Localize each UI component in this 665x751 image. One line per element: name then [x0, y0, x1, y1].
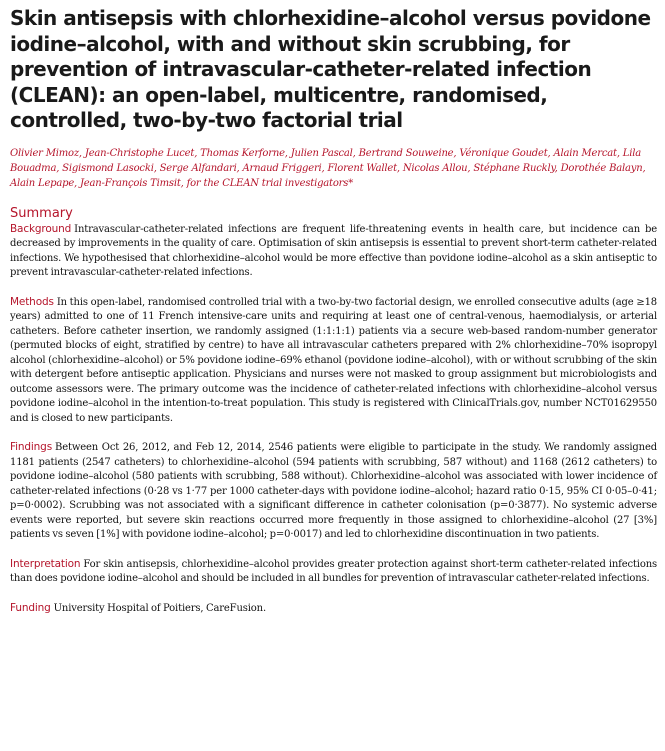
methods-label: Methods: [10, 295, 54, 308]
author-list: Olivier Mimoz, Jean-Christophe Lucet, Thomas Kerforne, Julien Pascal, Bertrand Souweine, Véronique Goudet, Alain Mercat, Lila Bouadma, Sigismond Lasocki, Serge Alfandari, Arnaud Friggeri, Florent Wallet, Nicolas Allou, Stéphane Ruckly, Dorothée Balayn, Alain Lepape, Jean-François Timsit, for the CLEAN trial investigators*: [10, 147, 646, 189]
background-section: [10, 222, 657, 281]
findings-label: Findings: [10, 441, 53, 453]
findings-text: Between Oct 26, 2012, and Feb 12, 2014, 2546 patients were eligible to participate in the study. We randomly assigned 1181 patients (2547 catheters) to chlorhexidine–alcohol (594 patients with scrubbing, 587 without) and 1168 (2612 catheters) to povidone iodine–alcohol (580 patients with scrubbing, 588 without). Chlorhexidine–alcohol was associated with lower incidence of catheter-related infections (0·28 vs 1·77 per 1000 catheter-days with povidone iodine–alcohol; hazard ratio 0·15, 95% CI 0·05–0·41; p=0·0002). Scrubbing was not associated with a significant difference in catheter colonisation (p=0·3877). No systemic adverse events were reported, but severe skin reactions occurred more frequently in those assigned to chlorhexidine–alcohol (27 [3%] patients vs seven [1%] with povidone iodine–alcohol; p=0·0017) and led to chlorhexidine discontinuation in two patients.: [10, 442, 657, 540]
summary-heading: Summary: [10, 205, 73, 221]
interpretation-label: Interpretation: [10, 557, 81, 570]
funding-label: Funding: [10, 601, 51, 614]
article-title: Skin antisepsis with chlorhexidine–alcohol versus povidone iodine–alcohol, with and without skin scrubbing, for prevention of intravascular-catheter-related infection (CLEAN): an open-label, multicentre, randomised, controlled, two-by-two factorial trial: [10, 6, 651, 132]
methods-section: [10, 295, 657, 427]
background-text: Intravascular-catheter-related infections are frequent life-threatening events in health care, but incidence can be decreased by improvements in the quality of care. Optimisation of skin antisepsis is essential to prevent short-term catheter-related infections. We hypothesised that chlorhexidine–alcohol would be more effective than povidone iodine–alcohol as a skin antiseptic to prevent intravascular-catheter-related infections.: [10, 223, 657, 278]
findings-section: [10, 440, 657, 543]
interpretation-text: For skin antisepsis, chlorhexidine–alcohol provides greater protection against short-term catheter-related infections than does povidone iodine–alcohol and should be included in all bundles for prevention of intravascular catheter-related infections.: [10, 558, 657, 584]
interpretation-section: [10, 557, 657, 587]
funding-section: [10, 601, 657, 617]
methods-text: In this open-label, randomised controlled trial with a two-by-two factorial design, we enrolled consecutive adults (age ≥18 years) admitted to one of 11 French intensive-care units and requiring at least one of central-venous, haemodialysis, or arterial catheters. Before catheter insertion, we randomly assigned (1:1:1:1) patients via a secure web-based random-number generator (permuted blocks of eight, stratified by centre) to have all intravascular catheters prepared with 2% chlorhexidine–70% isopropyl alcohol (chlorhexidine–alcohol) or 5% povidone iodine–69% ethanol (povidone iodine–alcohol), with or without scrubbing of the skin with detergent before antiseptic application. Physicians and nurses were not masked to group assignment but microbiologists and outcome assessors were. The primary outcome was the incidence of catheter-related infections with chlorhexidine–alcohol versus povidone iodine–alcohol in the intention-to-treat population. This study is registered with ClinicalTrials.gov, number NCT01629550 and is closed to new participants.: [10, 296, 657, 424]
funding-text: University Hospital of Poitiers, CareFusion.: [53, 602, 266, 614]
background-label: Background: [10, 222, 72, 235]
